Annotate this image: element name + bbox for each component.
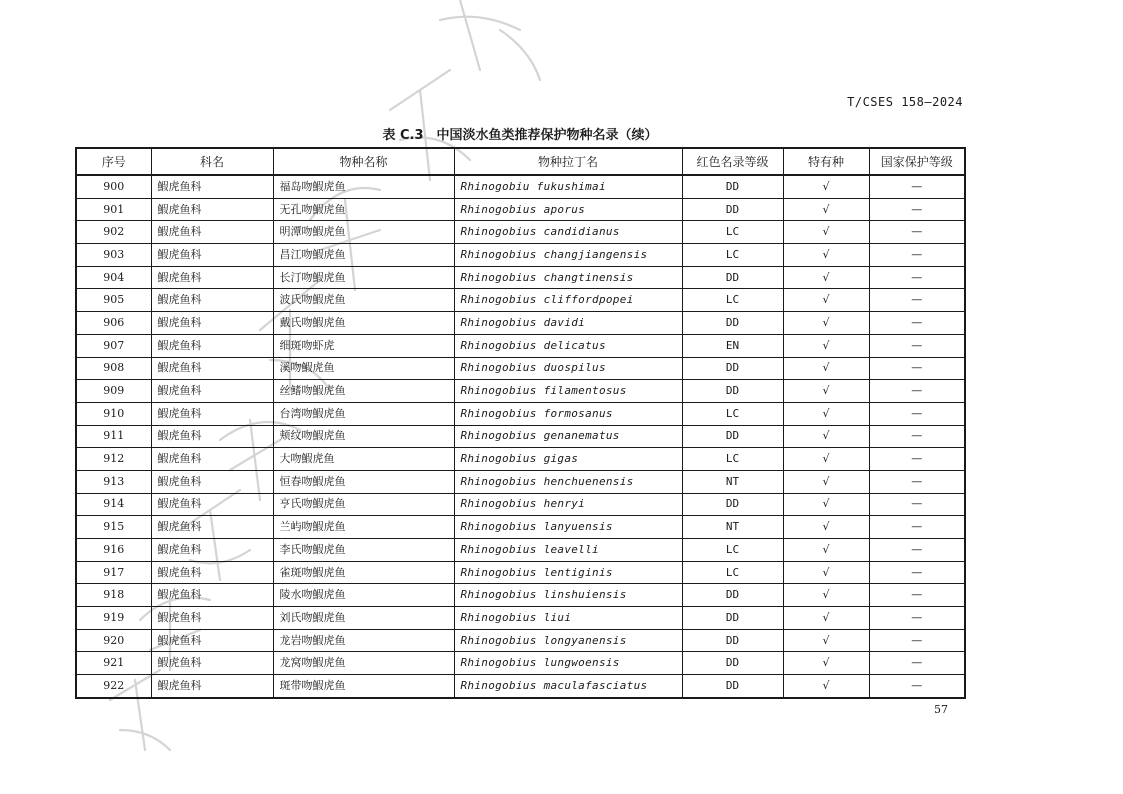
table-row	[76, 244, 965, 267]
family-name: 鰕虎鱼科	[151, 584, 273, 607]
endemic-mark: √	[783, 675, 869, 698]
endemic-mark: √	[783, 629, 869, 652]
latin-name: Rhinogobius henchuenensis	[454, 470, 682, 493]
family-name: 鰕虎鱼科	[151, 470, 273, 493]
row-number: 904	[76, 266, 151, 289]
table-row	[76, 334, 965, 357]
table-row	[76, 607, 965, 630]
endemic-mark: √	[783, 198, 869, 221]
species-name: 福岛吻鰕虎鱼	[273, 175, 454, 198]
endemic-mark: √	[783, 539, 869, 562]
species-name: 戴氏吻鰕虎鱼	[273, 312, 454, 335]
row-number: 910	[76, 402, 151, 425]
standard-code: T/CSES 158—2024	[847, 95, 963, 109]
table-row	[76, 448, 965, 471]
red-list-level: DD	[682, 380, 783, 403]
table-row	[76, 516, 965, 539]
col-header-species-name: 物种名称	[273, 148, 454, 175]
protection-level: —	[869, 629, 965, 652]
species-name: 兰屿吻鰕虎鱼	[273, 516, 454, 539]
family-name: 鰕虎鱼科	[151, 380, 273, 403]
table-row	[76, 312, 965, 335]
species-name: 无孔吻鰕虎鱼	[273, 198, 454, 221]
table-row	[76, 493, 965, 516]
col-header-endemic: 特有种	[783, 148, 869, 175]
protection-level: —	[869, 312, 965, 335]
protection-level: —	[869, 539, 965, 562]
latin-name: Rhinogobius henryi	[454, 493, 682, 516]
row-number: 918	[76, 584, 151, 607]
col-header-family: 科名	[151, 148, 273, 175]
red-list-level: NT	[682, 516, 783, 539]
latin-name: Rhinogobius filamentosus	[454, 380, 682, 403]
red-list-level: LC	[682, 289, 783, 312]
red-list-level: NT	[682, 470, 783, 493]
latin-name: Rhinogobius longyanensis	[454, 629, 682, 652]
latin-name: Rhinogobius lentiginis	[454, 561, 682, 584]
col-header-latin-name: 物种拉丁名	[454, 148, 682, 175]
latin-name: Rhinogobius candidianus	[454, 221, 682, 244]
row-number: 917	[76, 561, 151, 584]
protection-level: —	[869, 470, 965, 493]
table-row	[76, 357, 965, 380]
red-list-level: LC	[682, 561, 783, 584]
species-name: 大吻鰕虎鱼	[273, 448, 454, 471]
red-list-level: DD	[682, 312, 783, 335]
row-number: 919	[76, 607, 151, 630]
protection-level: —	[869, 175, 965, 198]
family-name: 鰕虎鱼科	[151, 221, 273, 244]
red-list-level: DD	[682, 675, 783, 698]
red-list-level: DD	[682, 607, 783, 630]
red-list-level: DD	[682, 357, 783, 380]
endemic-mark: √	[783, 470, 869, 493]
species-name: 丝鳍吻鰕虎鱼	[273, 380, 454, 403]
family-name: 鰕虎鱼科	[151, 448, 273, 471]
row-number: 907	[76, 334, 151, 357]
latin-name: Rhinogobius formosanus	[454, 402, 682, 425]
family-name: 鰕虎鱼科	[151, 198, 273, 221]
latin-name: Rhinogobius gigas	[454, 448, 682, 471]
species-name: 溪吻鰕虎鱼	[273, 357, 454, 380]
red-list-level: DD	[682, 175, 783, 198]
family-name: 鰕虎鱼科	[151, 425, 273, 448]
row-number: 912	[76, 448, 151, 471]
family-name: 鰕虎鱼科	[151, 175, 273, 198]
protection-level: —	[869, 516, 965, 539]
endemic-mark: √	[783, 266, 869, 289]
table-row	[76, 221, 965, 244]
row-number: 921	[76, 652, 151, 675]
family-name: 鰕虎鱼科	[151, 561, 273, 584]
protection-level: —	[869, 652, 965, 675]
endemic-mark: √	[783, 607, 869, 630]
protection-level: —	[869, 607, 965, 630]
family-name: 鰕虎鱼科	[151, 402, 273, 425]
latin-name: Rhinogobius cliffordpopei	[454, 289, 682, 312]
latin-name: Rhinogobius duospilus	[454, 357, 682, 380]
species-name: 台湾吻鰕虎鱼	[273, 402, 454, 425]
red-list-level: DD	[682, 266, 783, 289]
protection-level: —	[869, 357, 965, 380]
col-header-red-list: 红色名录等级	[682, 148, 783, 175]
latin-name: Rhinogobius aporus	[454, 198, 682, 221]
protection-level: —	[869, 448, 965, 471]
red-list-level: EN	[682, 334, 783, 357]
endemic-mark: √	[783, 425, 869, 448]
endemic-mark: √	[783, 448, 869, 471]
family-name: 鰕虎鱼科	[151, 629, 273, 652]
protection-level: —	[869, 493, 965, 516]
row-number: 902	[76, 221, 151, 244]
latin-name: Rhinogobius genanematus	[454, 425, 682, 448]
protection-level: —	[869, 402, 965, 425]
latin-name: Rhinogobius maculafasciatus	[454, 675, 682, 698]
red-list-level: DD	[682, 198, 783, 221]
row-number: 911	[76, 425, 151, 448]
latin-name: Rhinogobius lanyuensis	[454, 516, 682, 539]
species-name: 恒春吻鰕虎鱼	[273, 470, 454, 493]
col-header-number: 序号	[76, 148, 151, 175]
protection-level: —	[869, 289, 965, 312]
endemic-mark: √	[783, 334, 869, 357]
table-row	[76, 629, 965, 652]
table-row	[76, 402, 965, 425]
protection-level: —	[869, 675, 965, 698]
col-header-protection-level: 国家保护等级	[869, 148, 965, 175]
red-list-level: DD	[682, 425, 783, 448]
row-number: 915	[76, 516, 151, 539]
row-number: 922	[76, 675, 151, 698]
family-name: 鰕虎鱼科	[151, 607, 273, 630]
red-list-level: DD	[682, 493, 783, 516]
species-name: 李氏吻鰕虎鱼	[273, 539, 454, 562]
latin-name: Rhinogobiu fukushimai	[454, 175, 682, 198]
row-number: 901	[76, 198, 151, 221]
table-row	[76, 675, 965, 698]
family-name: 鰕虎鱼科	[151, 493, 273, 516]
latin-name: Rhinogobius linshuiensis	[454, 584, 682, 607]
table-row	[76, 198, 965, 221]
protection-level: —	[869, 425, 965, 448]
red-list-level: DD	[682, 584, 783, 607]
red-list-level: DD	[682, 629, 783, 652]
row-number: 906	[76, 312, 151, 335]
species-name: 陵水吻鰕虎鱼	[273, 584, 454, 607]
table-row	[76, 539, 965, 562]
row-number: 905	[76, 289, 151, 312]
row-number: 916	[76, 539, 151, 562]
latin-name: Rhinogobius davidi	[454, 312, 682, 335]
species-name: 斑带吻鰕虎鱼	[273, 675, 454, 698]
row-number: 914	[76, 493, 151, 516]
table-row	[76, 175, 965, 198]
latin-name: Rhinogobius leavelli	[454, 539, 682, 562]
red-list-level: LC	[682, 244, 783, 267]
endemic-mark: √	[783, 584, 869, 607]
protection-level: —	[869, 244, 965, 267]
family-name: 鰕虎鱼科	[151, 675, 273, 698]
endemic-mark: √	[783, 175, 869, 198]
endemic-mark: √	[783, 402, 869, 425]
protection-level: —	[869, 380, 965, 403]
latin-name: Rhinogobius changtinensis	[454, 266, 682, 289]
table-header-row	[76, 148, 965, 175]
row-number: 908	[76, 357, 151, 380]
family-name: 鰕虎鱼科	[151, 539, 273, 562]
endemic-mark: √	[783, 357, 869, 380]
family-name: 鰕虎鱼科	[151, 334, 273, 357]
table-title: 表 C.3 中国淡水鱼类推荐保护物种名录（续）	[382, 128, 658, 143]
table-row	[76, 266, 965, 289]
family-name: 鰕虎鱼科	[151, 266, 273, 289]
protection-level: —	[869, 221, 965, 244]
endemic-mark: √	[783, 493, 869, 516]
endemic-mark: √	[783, 561, 869, 584]
family-name: 鰕虎鱼科	[151, 289, 273, 312]
page-number: 57	[934, 703, 948, 716]
protection-level: —	[869, 198, 965, 221]
red-list-level: LC	[682, 448, 783, 471]
family-name: 鰕虎鱼科	[151, 516, 273, 539]
species-name: 龙窝吻鰕虎鱼	[273, 652, 454, 675]
red-list-level: LC	[682, 402, 783, 425]
latin-name: Rhinogobius delicatus	[454, 334, 682, 357]
protection-level: —	[869, 334, 965, 357]
table-row	[76, 652, 965, 675]
row-number: 900	[76, 175, 151, 198]
species-name: 长汀吻鰕虎鱼	[273, 266, 454, 289]
species-name: 细斑吻虾虎	[273, 334, 454, 357]
row-number: 903	[76, 244, 151, 267]
family-name: 鰕虎鱼科	[151, 357, 273, 380]
species-name: 昌江吻鰕虎鱼	[273, 244, 454, 267]
family-name: 鰕虎鱼科	[151, 652, 273, 675]
species-name: 雀斑吻鰕虎鱼	[273, 561, 454, 584]
red-list-level: DD	[682, 652, 783, 675]
table-row	[76, 584, 965, 607]
species-table	[75, 147, 966, 699]
endemic-mark: √	[783, 221, 869, 244]
species-name: 龙岩吻鰕虎鱼	[273, 629, 454, 652]
row-number: 913	[76, 470, 151, 493]
endemic-mark: √	[783, 312, 869, 335]
protection-level: —	[869, 266, 965, 289]
species-name: 亨氏吻鰕虎鱼	[273, 493, 454, 516]
table-row	[76, 289, 965, 312]
latin-name: Rhinogobius lungwoensis	[454, 652, 682, 675]
species-name: 明潭吻鰕虎鱼	[273, 221, 454, 244]
species-name: 颊纹吻鰕虎鱼	[273, 425, 454, 448]
table-row	[76, 470, 965, 493]
row-number: 920	[76, 629, 151, 652]
endemic-mark: √	[783, 244, 869, 267]
table-row	[76, 425, 965, 448]
family-name: 鰕虎鱼科	[151, 244, 273, 267]
protection-level: —	[869, 561, 965, 584]
species-name: 波氏吻鰕虎鱼	[273, 289, 454, 312]
table-row	[76, 561, 965, 584]
endemic-mark: √	[783, 289, 869, 312]
latin-name: Rhinogobius changjiangensis	[454, 244, 682, 267]
latin-name: Rhinogobius liui	[454, 607, 682, 630]
red-list-level: LC	[682, 221, 783, 244]
protection-level: —	[869, 584, 965, 607]
red-list-level: LC	[682, 539, 783, 562]
table-row	[76, 380, 965, 403]
endemic-mark: √	[783, 652, 869, 675]
endemic-mark: √	[783, 516, 869, 539]
species-name: 刘氏吻鰕虎鱼	[273, 607, 454, 630]
row-number: 909	[76, 380, 151, 403]
endemic-mark: √	[783, 380, 869, 403]
family-name: 鰕虎鱼科	[151, 312, 273, 335]
